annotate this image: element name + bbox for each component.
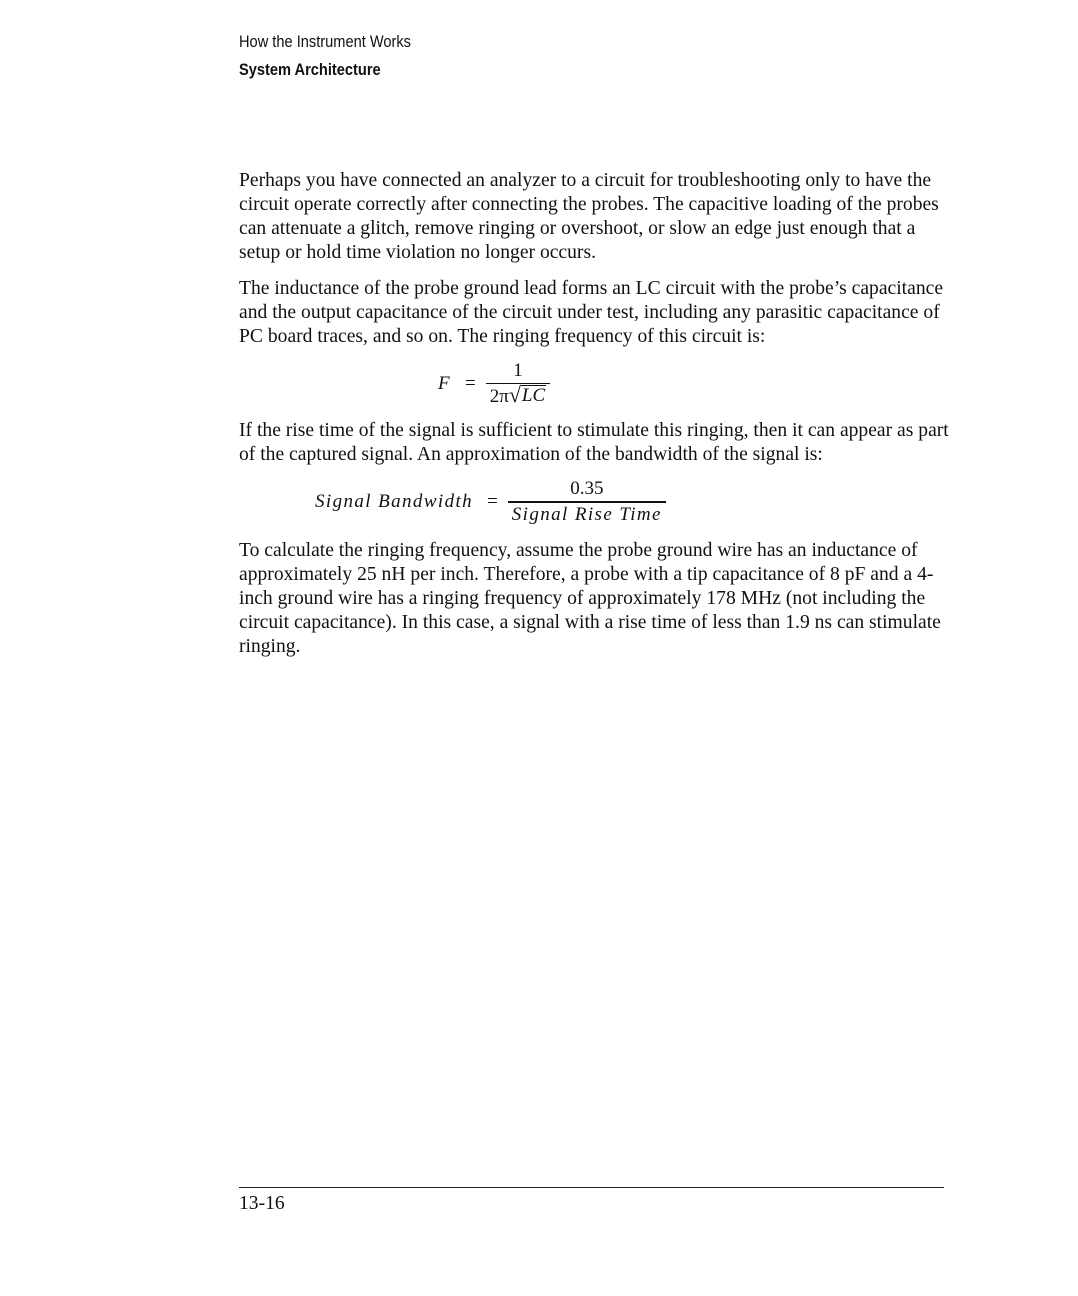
- equals-sign: =: [465, 373, 476, 394]
- denominator-prefix: 2π: [489, 386, 509, 408]
- fraction-denominator: Signal Rise Time: [511, 503, 662, 525]
- fraction-numerator: 1: [513, 359, 523, 381]
- section-title: System Architecture: [239, 60, 381, 79]
- chapter-title: How the Instrument Works: [239, 32, 411, 51]
- paragraph-ringing-calculation: To calculate the ringing frequency, assume the probe ground wire has an inductance of approximately 25 nH per inch. Therefore, a probe with a tip capacitance of 8 pF and a 4-inch ground wire has a ringing frequency of approximately 178 MHz (not including the circuit capacitance). In this case, a signal with a rise time of less than 1.9 ns can stimulate ringing.: [239, 540, 941, 657]
- equation-signal-bandwidth: [315, 469, 959, 535]
- footer-divider: [239, 1187, 944, 1188]
- radical-sign-icon: √: [508, 382, 521, 408]
- paragraph-rise-time: If the rise time of the signal is sufficient to stimulate this ringing, then it can appear as part of the captured signal. An approximation of the bandwidth of the signal is:: [239, 420, 949, 465]
- equation-lhs: Signal Bandwidth: [315, 491, 474, 512]
- running-header: [239, 31, 439, 81]
- equals-sign: =: [487, 491, 498, 512]
- square-root: [509, 384, 546, 406]
- paragraph-inductance: The inductance of the probe ground lead forms an LC circuit with the probe’s capacitance and the output capacitance of the circuit under test, including any parasitic capacitance of PC board traces, and so on. The ringing frequency of this circuit is:: [239, 278, 944, 347]
- body-text: [239, 169, 959, 659]
- fraction: [486, 359, 550, 409]
- fraction-denominator: [486, 384, 550, 409]
- equation-ringing-frequency: [438, 351, 959, 417]
- equation-lhs: F: [438, 373, 452, 394]
- radicand: LC: [521, 385, 546, 407]
- fraction: [508, 477, 666, 526]
- paragraph-probe-loading: Perhaps you have connected an analyzer to a circuit for troubleshooting only to have the circuit operate correctly after connecting the probes. The capacitive loading of the probes can attenuate a glitch, remove ringing or overshoot, or slow an edge just enough that a setup or hold time violation no longer occurs.: [239, 170, 939, 263]
- page-number: 13-16: [239, 1193, 285, 1214]
- fraction-numerator: 0.35: [570, 478, 604, 500]
